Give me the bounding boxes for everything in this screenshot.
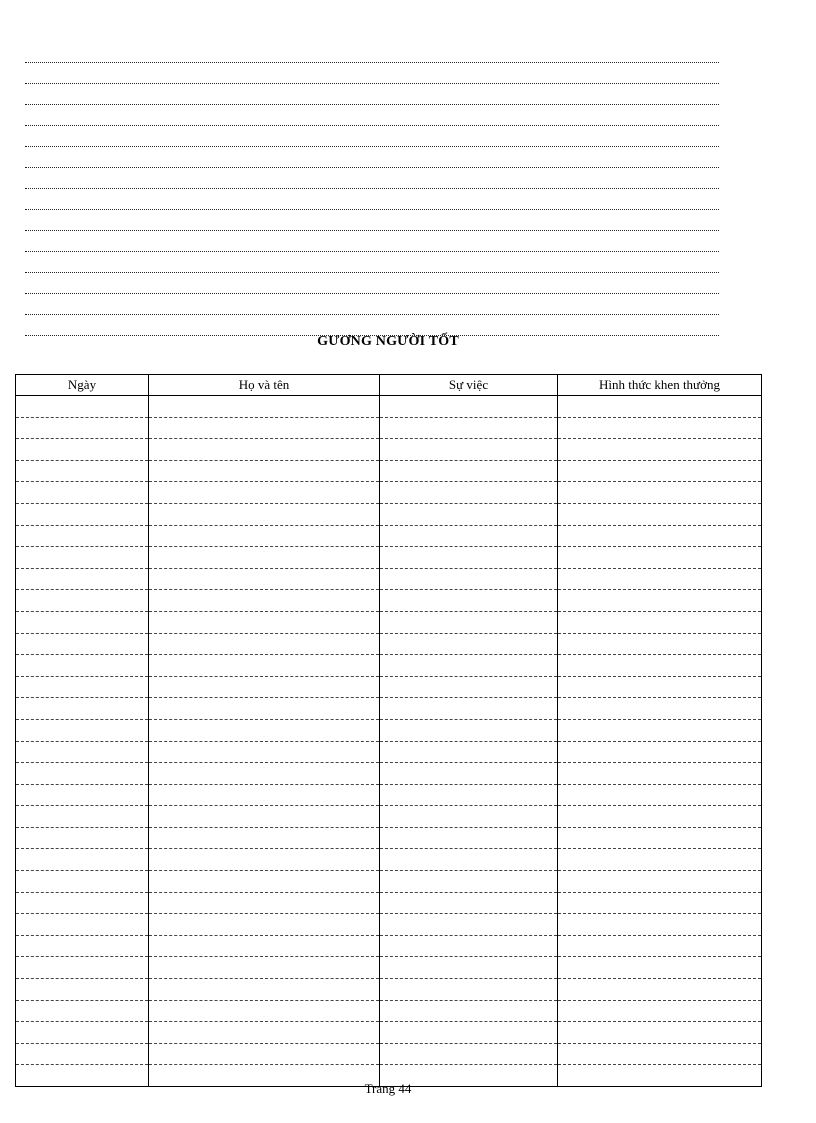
table-cell (558, 655, 762, 677)
table-cell (380, 655, 558, 677)
table-row (16, 1043, 762, 1065)
table-cell (149, 914, 380, 936)
table-cell (380, 547, 558, 569)
header-full-name: Họ và tên (149, 375, 380, 396)
table-cell (558, 503, 762, 525)
table-header-row (16, 375, 762, 396)
table-cell (380, 568, 558, 590)
table-cell (149, 871, 380, 893)
table-cell (380, 806, 558, 828)
dotted-line (25, 42, 719, 63)
table-cell (149, 676, 380, 698)
table-cell (16, 741, 149, 763)
table-cell (558, 482, 762, 504)
table-row (16, 741, 762, 763)
table-row (16, 763, 762, 785)
table-cell (149, 763, 380, 785)
table-row (16, 482, 762, 504)
table-cell (149, 935, 380, 957)
table-cell (16, 763, 149, 785)
table-cell (16, 719, 149, 741)
table-cell (558, 806, 762, 828)
table-cell (149, 806, 380, 828)
table-cell (380, 633, 558, 655)
table-cell (149, 957, 380, 979)
header-date: Ngày (16, 375, 149, 396)
table-cell (380, 935, 558, 957)
table-cell (16, 935, 149, 957)
table-row (16, 503, 762, 525)
table-cell (149, 568, 380, 590)
table-cell (558, 979, 762, 1001)
table-cell (558, 719, 762, 741)
dotted-line (25, 147, 719, 168)
table-row (16, 784, 762, 806)
table-row (16, 698, 762, 720)
table-cell (380, 849, 558, 871)
table-cell (149, 396, 380, 418)
table-cell (149, 719, 380, 741)
table-cell (16, 525, 149, 547)
dotted-line (25, 231, 719, 252)
dotted-line (25, 189, 719, 210)
table-row (16, 871, 762, 893)
dotted-line (25, 252, 719, 273)
table-row (16, 1000, 762, 1022)
table-cell (149, 460, 380, 482)
table-cell (16, 698, 149, 720)
table-cell (149, 547, 380, 569)
table-cell (16, 417, 149, 439)
table-cell (380, 979, 558, 1001)
table-cell (558, 1000, 762, 1022)
dotted-line (25, 210, 719, 231)
table-cell (380, 611, 558, 633)
table-row (16, 892, 762, 914)
dotted-line (25, 63, 719, 84)
table-cell (558, 439, 762, 461)
table-cell (16, 914, 149, 936)
table-cell (380, 698, 558, 720)
table-row (16, 655, 762, 677)
table-cell (558, 547, 762, 569)
table-cell (380, 957, 558, 979)
table-cell (558, 741, 762, 763)
table-cell (558, 827, 762, 849)
table-cell (16, 1043, 149, 1065)
table-cell (149, 482, 380, 504)
table-cell (149, 525, 380, 547)
table-cell (149, 979, 380, 1001)
table-cell (149, 698, 380, 720)
table-cell (380, 1043, 558, 1065)
dotted-line (25, 294, 719, 315)
table-cell (149, 849, 380, 871)
table-cell (16, 611, 149, 633)
table-cell (380, 525, 558, 547)
table-row (16, 417, 762, 439)
header-reward-type: Hình thức khen thưởng (558, 375, 762, 396)
table-row (16, 806, 762, 828)
table-cell (149, 1043, 380, 1065)
table-row (16, 568, 762, 590)
table-cell (380, 417, 558, 439)
table-row (16, 676, 762, 698)
table-cell (380, 741, 558, 763)
table-cell (558, 611, 762, 633)
table-cell (16, 547, 149, 569)
table-cell (149, 1022, 380, 1044)
table-cell (149, 439, 380, 461)
table-row (16, 914, 762, 936)
table-cell (558, 698, 762, 720)
table-row (16, 849, 762, 871)
table-cell (16, 633, 149, 655)
table-cell (16, 655, 149, 677)
table-row (16, 547, 762, 569)
table-cell (558, 784, 762, 806)
table-cell (558, 1043, 762, 1065)
good-deeds-table (15, 374, 762, 1087)
table-cell (558, 957, 762, 979)
table-cell (558, 590, 762, 612)
table-cell (149, 633, 380, 655)
table-cell (380, 914, 558, 936)
table-cell (558, 676, 762, 698)
table-cell (149, 827, 380, 849)
table-cell (149, 503, 380, 525)
table-row (16, 460, 762, 482)
table-cell (380, 784, 558, 806)
table-cell (16, 1022, 149, 1044)
dotted-line (25, 84, 719, 105)
table-cell (16, 806, 149, 828)
table-cell (16, 396, 149, 418)
table-row (16, 1022, 762, 1044)
table-cell (380, 503, 558, 525)
table-cell (149, 655, 380, 677)
dotted-line (25, 315, 719, 336)
header-event: Sự việc (380, 375, 558, 396)
table-cell (380, 1022, 558, 1044)
table-row (16, 590, 762, 612)
table-cell (16, 979, 149, 1001)
table-cell (149, 1000, 380, 1022)
table-cell (16, 676, 149, 698)
dotted-line (25, 168, 719, 189)
table-cell (380, 827, 558, 849)
table-cell (16, 482, 149, 504)
table-cell (558, 935, 762, 957)
table-cell (558, 460, 762, 482)
table-row (16, 611, 762, 633)
table-cell (16, 1000, 149, 1022)
table-row (16, 827, 762, 849)
table-row (16, 719, 762, 741)
table-cell (380, 763, 558, 785)
table-cell (380, 719, 558, 741)
table-cell (558, 763, 762, 785)
table-cell (380, 1000, 558, 1022)
table-cell (558, 849, 762, 871)
table-cell (380, 676, 558, 698)
table-cell (16, 784, 149, 806)
table-cell (16, 503, 149, 525)
table-cell (558, 1022, 762, 1044)
table-cell (380, 439, 558, 461)
table-cell (149, 417, 380, 439)
table-cell (16, 957, 149, 979)
table-cell (149, 784, 380, 806)
table-cell (558, 525, 762, 547)
table-row (16, 633, 762, 655)
table-cell (558, 871, 762, 893)
table-row (16, 935, 762, 957)
table-cell (16, 892, 149, 914)
table-cell (16, 439, 149, 461)
table-row (16, 396, 762, 418)
dotted-line (25, 273, 719, 294)
table-cell (16, 871, 149, 893)
table-cell (16, 568, 149, 590)
table-cell (16, 827, 149, 849)
table-cell (149, 590, 380, 612)
section-title: GƯƠNG NGƯỜI TỐT (317, 334, 459, 349)
dotted-line (25, 105, 719, 126)
table-cell (380, 460, 558, 482)
table-cell (16, 590, 149, 612)
table-cell (558, 417, 762, 439)
table-cell (558, 568, 762, 590)
table-row (16, 979, 762, 1001)
table-cell (558, 892, 762, 914)
table-cell (558, 914, 762, 936)
table-row (16, 525, 762, 547)
table-cell (380, 871, 558, 893)
dotted-line (25, 126, 719, 147)
table-cell (16, 849, 149, 871)
table-cell (149, 611, 380, 633)
dotted-writing-lines (25, 42, 719, 336)
table-row (16, 439, 762, 461)
table-cell (380, 590, 558, 612)
table-cell (149, 741, 380, 763)
table-cell (16, 460, 149, 482)
page-number: Trang 44 (364, 1081, 412, 1096)
table-cell (380, 482, 558, 504)
table-body (16, 396, 762, 1087)
table-cell (149, 892, 380, 914)
table-cell (558, 396, 762, 418)
table-cell (380, 892, 558, 914)
table-cell (380, 396, 558, 418)
table-row (16, 957, 762, 979)
table-cell (558, 633, 762, 655)
